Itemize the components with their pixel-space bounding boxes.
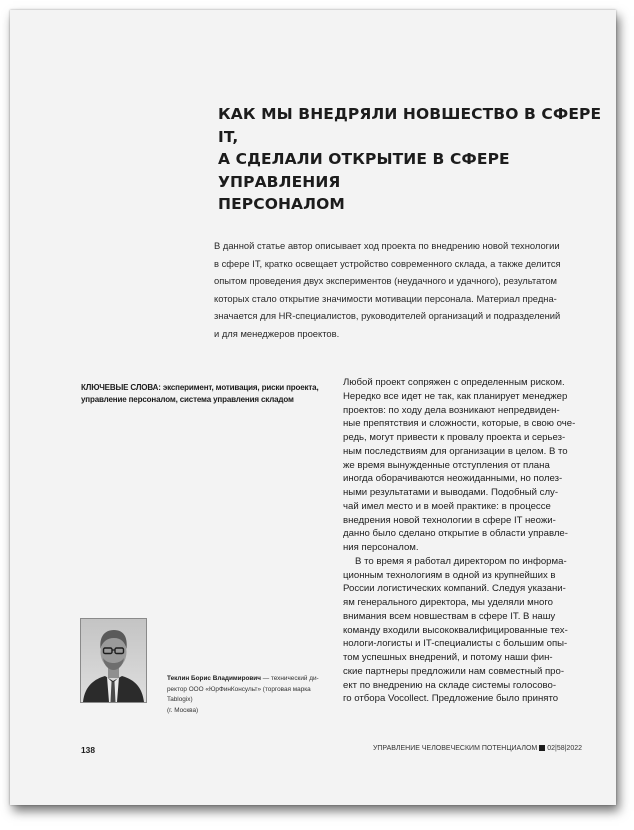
- issue-number: 02|58|2022: [547, 745, 582, 752]
- body-line: том успешных внедрений, и потому наши фин-: [343, 652, 553, 663]
- author-company: ректор ООО «ЮрФинКонсульт» (торговая марка Tablogix): [167, 685, 311, 703]
- author-info: [167, 674, 329, 716]
- body-line: ные препятствия и сложности, которые, в свою оче-: [343, 418, 576, 430]
- body-line: ям генерального директора, мы уделяли много: [343, 597, 553, 608]
- body-line: ным последствиям для организации в целом. В то: [343, 445, 568, 457]
- body-line: иногда оборачиваются неожиданными, но полез-: [343, 473, 563, 485]
- body-line: чай имел место и в моей практике: в процессе: [343, 500, 551, 512]
- keywords: [81, 382, 321, 405]
- title-line: КАК МЫ ВНЕДРЯЛИ НОВШЕСТВО В СФЕРЕ IT,: [218, 105, 602, 146]
- lead-line: в сфере IT, кратко освещает устройство современного склада, а также делится: [214, 257, 561, 269]
- body-line: внедрения новой технологии в сфере IT неожи-: [343, 514, 556, 526]
- magazine-page: [10, 10, 616, 805]
- body-line: редь, могут привести к провалу проекта и серьез-: [343, 432, 566, 443]
- body-line: В то время я работал директором по информа-: [355, 555, 567, 567]
- title-line: А СДЕЛАЛИ ОТКРЫТИЕ В СФЕРЕ УПРАВЛЕНИЯ: [218, 150, 510, 191]
- body-line: нологи-логисты и IT-специалисты с большим опы-: [343, 638, 568, 650]
- body-line: данно было сделано открытие в области управле-: [343, 528, 568, 540]
- body-paragraph: [343, 555, 591, 706]
- article-body: [343, 376, 591, 706]
- lead-line: опытом проведения двух экспериментов (неудачного и удачного), результатом: [214, 275, 557, 287]
- body-line: же время вынужденные отступления от плана: [343, 459, 550, 471]
- body-line: проектов: по ходу дела возникают непредвиден-: [343, 404, 560, 416]
- author-role: — технический ди-: [260, 675, 319, 682]
- author-photo: [80, 618, 147, 703]
- title-line: ПЕРСОНАЛОМ: [218, 195, 345, 213]
- body-line: Нередко все идет не так, как планирует менеджер: [343, 390, 568, 402]
- article-lead: [214, 237, 602, 343]
- lead-line: значается для HR-специалистов, руководителей организаций и подразделений: [214, 310, 561, 322]
- body-line: ект по внедрению на складе системы голосово-: [343, 679, 557, 691]
- lead-line: которых стало открытие значимости мотивации персонала. Материал предна-: [214, 292, 557, 304]
- article-title: [218, 103, 608, 216]
- body-paragraph: [343, 376, 591, 555]
- author-city: (г. Москва): [167, 706, 199, 714]
- body-line: команду входили высококвалифицированные тех-: [343, 624, 568, 636]
- author-portrait: [81, 619, 146, 702]
- lead-line: В данной статье автор описывает ход проекта по внедрению новой технологии: [214, 240, 560, 251]
- body-line: России логистических компаний. Следуя указани-: [343, 583, 566, 595]
- body-line: ские партнеры предложили нам совместный про-: [343, 665, 565, 677]
- journal-name: УПРАВЛЕНИЕ ЧЕЛОВЕЧЕСКИМ ПОТЕНЦИАЛОМ: [372, 745, 538, 752]
- body-line: ционным технологиям в одной из крупнейших в: [343, 569, 556, 581]
- body-line: Любой проект сопряжен с определенным риском.: [343, 377, 565, 388]
- journal-footer: [373, 745, 582, 752]
- square-bullet-icon: [539, 745, 545, 751]
- body-line: ния персоналом.: [343, 542, 419, 553]
- body-line: го отбора Vocollect. Предложение было принято: [343, 693, 559, 705]
- lead-line: и для менеджеров проектов.: [214, 327, 340, 339]
- author-name: Теклин Борис Владимирович: [167, 675, 261, 682]
- page-number: 138: [81, 745, 95, 755]
- keywords-line: КЛЮЧЕВЫЕ СЛОВА: эксперимент, мотивация, риски проекта,: [81, 383, 319, 392]
- body-line: внимания всем новшествам в сфере IT. В нашу: [343, 610, 556, 622]
- body-line: ными результатами и выводами. Подобный слу-: [343, 487, 559, 498]
- keywords-line: управление персоналом, система управления складом: [81, 394, 294, 404]
